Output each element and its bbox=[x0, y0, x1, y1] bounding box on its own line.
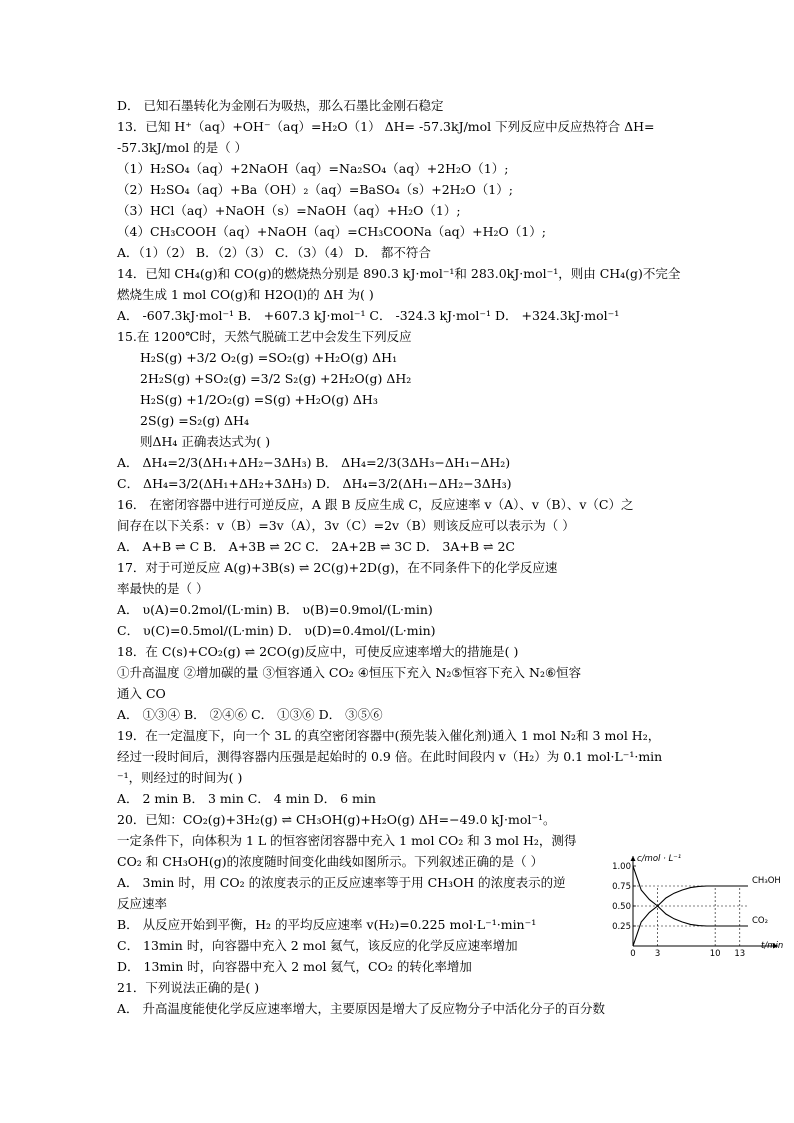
text-line: 一定条件下，向体积为 1 L 的恒容密闭容器中充入 1 mol CO₂ 和 3 mol H₂，测得 bbox=[117, 833, 577, 848]
text-line: 2H₂S(g) +SO₂(g) =3/2 S₂(g) +2H₂O(g) ΔH₂ bbox=[140, 371, 412, 386]
text-line: A．（1）（2） B．（2）（3） C．（3）（4） D． 都不符合 bbox=[117, 245, 431, 260]
text-line: B． 从反应开始到平衡，H₂ 的平均反应速率 v(H₂)=0.225 mol·L⁻¹·min⁻¹ bbox=[117, 917, 537, 932]
text-line: （3）HCl（aq）+NaOH（s）=NaOH（aq）+H₂O（1）; bbox=[117, 203, 461, 218]
text-line: D． 13min 时，向容器中充入 2 mol 氦气，CO₂ 的转化率增加 bbox=[117, 959, 472, 974]
series-line-ch3oh bbox=[633, 886, 748, 946]
text-line: A． A+B ⇌ C B． A+3B ⇌ 2C C． 2A+2B ⇌ 3C D． 3A+B ⇌ 2C bbox=[117, 539, 515, 554]
text-line: C． ΔH₄=3/2(ΔH₁+ΔH₂+3ΔH₃) D． ΔH₄=3/2(ΔH₁−ΔH₂−3ΔH₃) bbox=[117, 476, 512, 491]
y-tick-label: 0.25 bbox=[612, 922, 631, 932]
text-line: 14．已知 CH₄(g)和 CO(g)的燃烧热分别是 890.3 kJ·mol⁻¹和 283.0kJ·mol⁻¹，则由 CH₄(g)不完全 bbox=[117, 266, 681, 281]
concentration-time-chart bbox=[603, 850, 787, 958]
text-line: ⁻¹，则经过的时间为( ) bbox=[117, 770, 243, 785]
text-line: 13．已知 H⁺（aq）+OH⁻（aq）=H₂O（1） ΔH= -57.3kJ/mol 下列反应中反应热符合 ΔH= bbox=[117, 119, 655, 134]
x-tick-label: 0 bbox=[630, 949, 636, 958]
y-axis-arrow bbox=[631, 856, 636, 861]
x-axis-label: t/min bbox=[761, 941, 784, 951]
x-tick-label: 13 bbox=[734, 949, 746, 958]
text-line: A． -607.3kJ·mol⁻¹ B． +607.3 kJ·mol⁻¹ C． -324.3 kJ·mol⁻¹ D． +324.3kJ·mol⁻¹ bbox=[117, 308, 620, 323]
y-tick-label: 0.75 bbox=[612, 882, 631, 892]
x-tick-label: 10 bbox=[709, 949, 721, 958]
text-line: 经过一段时间后，测得容器内压强是起始时的 0.9 倍。在此时间段内 v（H₂）为 0.1 mol·L⁻¹·min bbox=[117, 749, 663, 764]
text-line: 20．已知：CO₂(g)+3H₂(g) ⇌ CH₃OH(g)+H₂O(g) ΔH=−49.0 kJ·mol⁻¹。 bbox=[117, 812, 556, 827]
text-line: 19．在一定温度下，向一个 3L 的真空密闭容器中(预先装入催化剂)通入 1 mol N₂和 3 mol H₂， bbox=[117, 728, 661, 743]
y-axis-label: c/mol · L⁻¹ bbox=[637, 854, 682, 864]
text-line: 2S(g) =S₂(g) ΔH₄ bbox=[140, 413, 249, 428]
text-line: C． 13min 时，向容器中充入 2 mol 氦气，该反应的化学反应速率增加 bbox=[117, 938, 518, 953]
text-line: （1）H₂SO₄（aq）+2NaOH（aq）=Na₂SO₄（aq）+2H₂O（1）; bbox=[117, 161, 509, 176]
y-tick-label: 1.00 bbox=[612, 862, 631, 872]
text-line: A． 升高温度能使化学反应速率增大，主要原因是增大了反应物分子中活化分子的百分数 bbox=[117, 1001, 606, 1016]
text-line: A． 3min 时，用 CO₂ 的浓度表示的正反应速率等于用 CH₃OH 的浓度表示的逆 bbox=[117, 875, 566, 890]
text-line: 反应速率 bbox=[117, 896, 168, 911]
text-line: C． υ(C)=0.5mol/(L·min) D． υ(D)=0.4mol/(L·min) bbox=[117, 623, 436, 638]
text-line: 18．在 C(s)+CO₂(g) ⇌ 2CO(g)反应中，可使反应速率增大的措施是( ) bbox=[117, 644, 519, 659]
x-tick-label: 3 bbox=[654, 949, 661, 958]
text-line: -57.3kJ/mol 的是（ ） bbox=[117, 140, 248, 155]
text-line: A． ①③④ B． ②④⑥ C． ①③⑥ D． ③⑤⑥ bbox=[117, 707, 383, 722]
text-line: 则ΔH₄ 正确表达式为( ) bbox=[140, 434, 271, 449]
text-line: 率最快的是（ ） bbox=[117, 581, 209, 596]
text-line: A． υ(A)=0.2mol/(L·min) B． υ(B)=0.9mol/(L·min) bbox=[117, 602, 433, 617]
text-line: 17．对于可逆反应 A(g)+3B(s) ⇌ 2C(g)+2D(g)，在不同条件下的化学反应速 bbox=[117, 560, 558, 575]
text-line: 燃烧生成 1 mol CO(g)和 H2O(l)的 ΔH 为( ) bbox=[117, 287, 374, 302]
text-line: A． 2 min B． 3 min C． 4 min D． 6 min bbox=[117, 791, 376, 806]
series-line-co2 bbox=[633, 866, 748, 926]
text-line: H₂S(g) +1/2O₂(g) =S(g) +H₂O(g) ΔH₃ bbox=[140, 392, 378, 407]
y-tick-label: 0.50 bbox=[612, 902, 631, 912]
text-line: A． ΔH₄=2/3(ΔH₁+ΔH₂−3ΔH₃) B． ΔH₄=2/3(3ΔH₃−ΔH₁−ΔH₂) bbox=[117, 455, 511, 470]
text-line: H₂S(g) +3/2 O₂(g) =SO₂(g) +H₂O(g) ΔH₁ bbox=[140, 350, 398, 365]
text-line: 通入 CO bbox=[117, 686, 166, 701]
series-label: CO₂ bbox=[752, 916, 769, 926]
text-line: （2）H₂SO₄（aq）+Ba（OH）₂（aq）=BaSO₄（s）+2H₂O（1）; bbox=[117, 182, 513, 197]
text-line: D． 已知石墨转化为金刚石为吸热，那么石墨比金刚石稳定 bbox=[117, 98, 444, 113]
text-line: 间存在以下关系：v（B）=3v（A），3v（C）=2v（B）则该反应可以表示为（ ） bbox=[117, 518, 575, 533]
text-line: 21．下列说法正确的是( ) bbox=[117, 980, 260, 995]
text-line: CO₂ 和 CH₃OH(g)的浓度随时间变化曲线如图所示。下列叙述正确的是（ ） bbox=[117, 854, 544, 869]
text-line: 15.在 1200℃时，天然气脱硫工艺中会发生下列反应 bbox=[117, 329, 412, 344]
text-line: （4）CH₃COOH（aq）+NaOH（aq）=CH₃COONa（aq）+H₂O（1）; bbox=[117, 224, 546, 239]
text-line: ①升高温度 ②增加碳的量 ③恒容通入 CO₂ ④恒压下充入 N₂⑤恒容下充入 N₂⑥恒容 bbox=[117, 665, 582, 680]
text-line: 16． 在密闭容器中进行可逆反应，A 跟 B 反应生成 C，反应速率 v（A）、v（B）、v（C）之 bbox=[117, 497, 634, 512]
series-label: CH₃OH bbox=[752, 876, 781, 886]
